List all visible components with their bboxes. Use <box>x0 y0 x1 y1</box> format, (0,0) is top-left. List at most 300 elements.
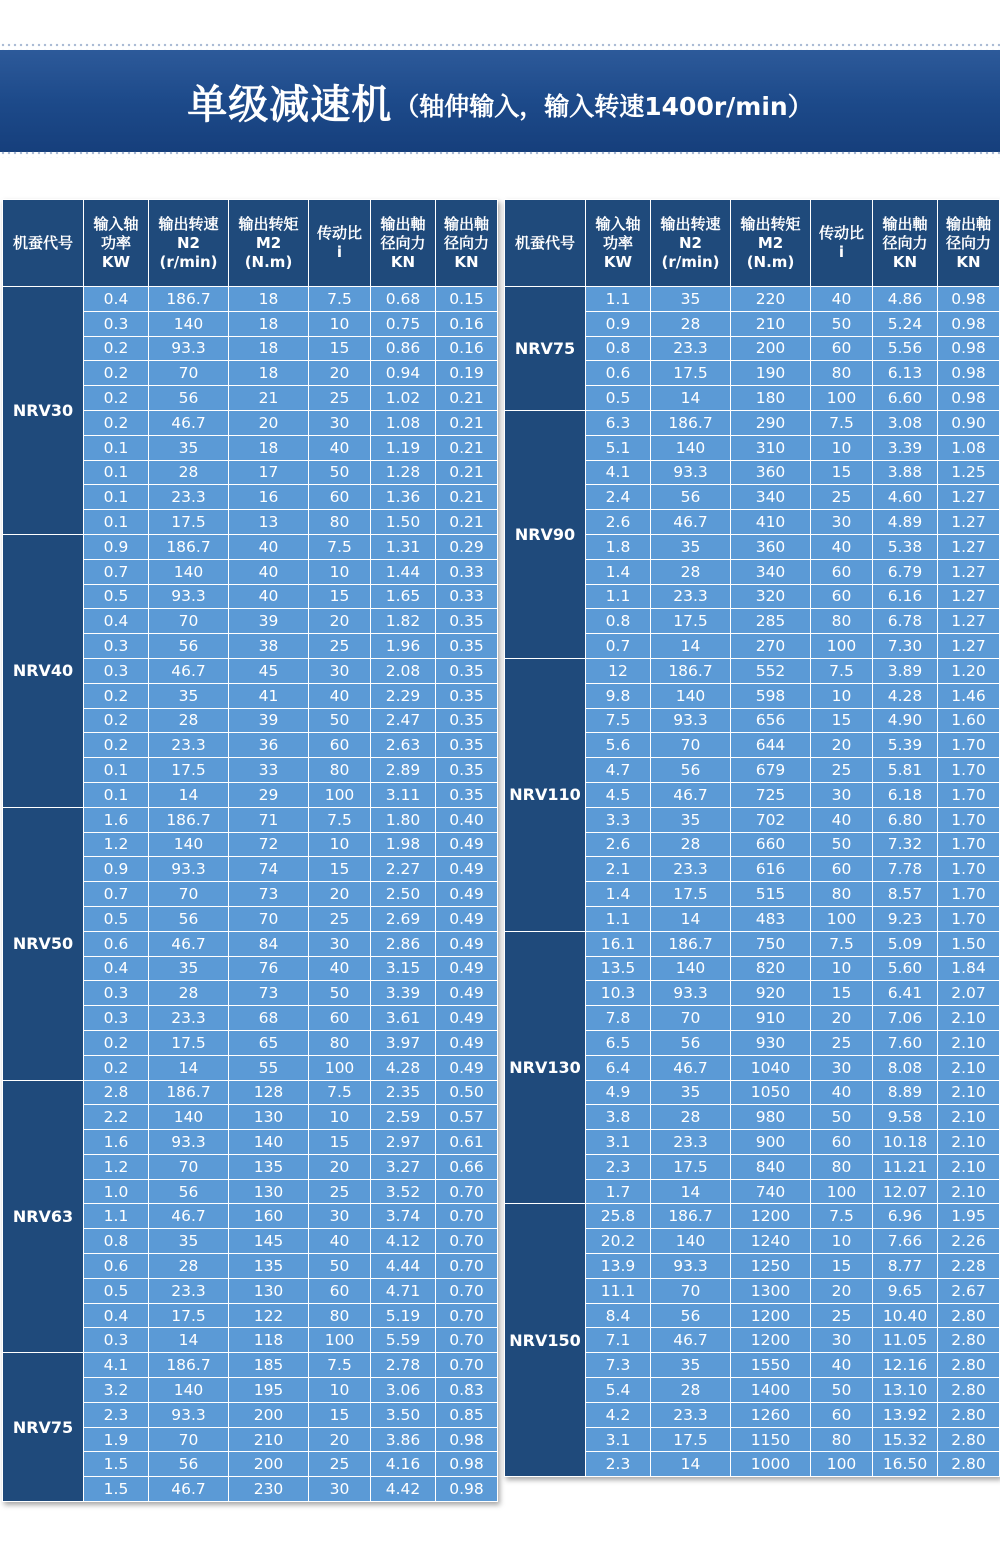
radial-force-cell-2: 0.21 <box>436 510 498 535</box>
table-row <box>3 287 498 312</box>
radial-force-cell-2: 2.80 <box>938 1303 1000 1328</box>
output-torque-cell: 200 <box>731 336 811 361</box>
radial-force-cell: 6.18 <box>873 782 938 807</box>
radial-force-cell: 5.60 <box>873 956 938 981</box>
output-torque-cell: 84 <box>229 931 309 956</box>
output-torque-cell: 230 <box>229 1477 309 1502</box>
output-speed-cell: 46.7 <box>149 1204 229 1229</box>
output-torque-cell: 1240 <box>731 1229 811 1254</box>
output-speed-cell: 35 <box>651 807 731 832</box>
radial-force-cell: 3.50 <box>371 1402 436 1427</box>
radial-force-cell: 2.69 <box>371 906 436 931</box>
radial-force-cell-2: 2.10 <box>938 1130 1000 1155</box>
radial-force-cell-2: 2.80 <box>938 1427 1000 1452</box>
input-power-cell: 0.5 <box>84 906 149 931</box>
output-speed-cell: 93.3 <box>651 1254 731 1279</box>
output-speed-cell: 23.3 <box>149 1006 229 1031</box>
header-radial-force-2: 输出軸 径向力 KN <box>436 200 498 287</box>
radial-force-cell-2: 0.98 <box>436 1477 498 1502</box>
radial-force-cell: 15.32 <box>873 1427 938 1452</box>
radial-force-cell: 4.86 <box>873 287 938 312</box>
radial-force-cell: 7.66 <box>873 1229 938 1254</box>
radial-force-cell: 5.81 <box>873 758 938 783</box>
radial-force-cell-2: 2.67 <box>938 1278 1000 1303</box>
table-body-right <box>505 287 1000 1477</box>
output-torque-cell: 41 <box>229 683 309 708</box>
input-power-cell: 5.1 <box>586 435 651 460</box>
output-speed-cell: 17.5 <box>651 1427 731 1452</box>
input-power-cell: 20.2 <box>586 1229 651 1254</box>
radial-force-cell: 2.86 <box>371 931 436 956</box>
radial-force-cell-2: 0.70 <box>436 1303 498 1328</box>
input-power-cell: 7.5 <box>586 708 651 733</box>
output-torque-cell: 17 <box>229 460 309 485</box>
output-speed-cell: 14 <box>651 386 731 411</box>
output-torque-cell: 660 <box>731 832 811 857</box>
model-cell: NRV50 <box>3 807 84 1080</box>
radial-force-cell: 1.50 <box>371 510 436 535</box>
output-speed-cell: 35 <box>149 683 229 708</box>
ratio-cell: 7.5 <box>309 1080 371 1105</box>
radial-force-cell: 1.96 <box>371 634 436 659</box>
radial-force-cell-2: 2.80 <box>938 1378 1000 1403</box>
header-radial-force-2: 输出軸 径向力 KN <box>938 200 1000 287</box>
radial-force-cell-2: 1.25 <box>938 460 1000 485</box>
input-power-cell: 2.3 <box>586 1154 651 1179</box>
ratio-cell: 10 <box>811 435 873 460</box>
radial-force-cell: 13.10 <box>873 1378 938 1403</box>
radial-force-cell: 5.59 <box>371 1328 436 1353</box>
output-speed-cell: 186.7 <box>651 410 731 435</box>
output-speed-cell: 35 <box>149 1229 229 1254</box>
output-torque-cell: 200 <box>229 1402 309 1427</box>
output-torque-cell: 140 <box>229 1130 309 1155</box>
radial-force-cell-2: 0.35 <box>436 683 498 708</box>
output-torque-cell: 750 <box>731 931 811 956</box>
input-power-cell: 2.6 <box>586 832 651 857</box>
output-speed-cell: 56 <box>149 634 229 659</box>
output-speed-cell: 186.7 <box>651 658 731 683</box>
ratio-cell: 60 <box>309 1006 371 1031</box>
ratio-cell: 100 <box>309 1328 371 1353</box>
radial-force-cell: 2.27 <box>371 857 436 882</box>
ratio-cell: 100 <box>811 1452 873 1477</box>
output-torque-cell: 185 <box>229 1353 309 1378</box>
output-torque-cell: 210 <box>229 1427 309 1452</box>
input-power-cell: 1.6 <box>84 1130 149 1155</box>
output-torque-cell: 702 <box>731 807 811 832</box>
radial-force-cell: 10.18 <box>873 1130 938 1155</box>
input-power-cell: 1.7 <box>586 1179 651 1204</box>
input-power-cell: 13.5 <box>586 956 651 981</box>
output-speed-cell: 56 <box>149 906 229 931</box>
input-power-cell: 0.9 <box>586 311 651 336</box>
radial-force-cell-2: 1.27 <box>938 485 1000 510</box>
ratio-cell: 7.5 <box>309 807 371 832</box>
output-speed-cell: 93.3 <box>651 460 731 485</box>
output-speed-cell: 46.7 <box>149 658 229 683</box>
radial-force-cell-2: 0.70 <box>436 1229 498 1254</box>
input-power-cell: 1.5 <box>84 1452 149 1477</box>
input-power-cell: 11.1 <box>586 1278 651 1303</box>
ratio-cell: 50 <box>811 311 873 336</box>
radial-force-cell-2: 2.80 <box>938 1328 1000 1353</box>
ratio-cell: 15 <box>309 1130 371 1155</box>
radial-force-cell: 9.65 <box>873 1278 938 1303</box>
output-torque-cell: 1400 <box>731 1378 811 1403</box>
radial-force-cell: 3.97 <box>371 1030 436 1055</box>
output-speed-cell: 56 <box>149 1179 229 1204</box>
output-torque-cell: 483 <box>731 906 811 931</box>
output-torque-cell: 18 <box>229 361 309 386</box>
output-torque-cell: 18 <box>229 311 309 336</box>
output-speed-cell: 46.7 <box>149 1477 229 1502</box>
ratio-cell: 60 <box>811 584 873 609</box>
radial-force-cell-2: 1.70 <box>938 906 1000 931</box>
input-power-cell: 0.4 <box>84 287 149 312</box>
output-speed-cell: 23.3 <box>651 584 731 609</box>
input-power-cell: 1.2 <box>84 1154 149 1179</box>
ratio-cell: 50 <box>811 1105 873 1130</box>
ratio-cell: 80 <box>309 758 371 783</box>
input-power-cell: 0.5 <box>586 386 651 411</box>
ratio-cell: 25 <box>811 758 873 783</box>
radial-force-cell: 2.63 <box>371 733 436 758</box>
radial-force-cell-2: 1.08 <box>938 435 1000 460</box>
output-torque-cell: 1000 <box>731 1452 811 1477</box>
radial-force-cell-2: 0.21 <box>436 435 498 460</box>
ratio-cell: 15 <box>309 1402 371 1427</box>
radial-force-cell: 4.16 <box>371 1452 436 1477</box>
ratio-cell: 80 <box>811 1427 873 1452</box>
ratio-cell: 10 <box>811 1229 873 1254</box>
input-power-cell: 3.1 <box>586 1427 651 1452</box>
radial-force-cell: 7.06 <box>873 1006 938 1031</box>
input-power-cell: 0.7 <box>84 559 149 584</box>
input-power-cell: 1.0 <box>84 1179 149 1204</box>
radial-force-cell-2: 0.49 <box>436 882 498 907</box>
output-speed-cell: 70 <box>651 733 731 758</box>
ratio-cell: 25 <box>309 386 371 411</box>
input-power-cell: 10.3 <box>586 981 651 1006</box>
radial-force-cell-2: 0.57 <box>436 1105 498 1130</box>
input-power-cell: 13.9 <box>586 1254 651 1279</box>
output-torque-cell: 310 <box>731 435 811 460</box>
ratio-cell: 60 <box>309 485 371 510</box>
output-torque-cell: 65 <box>229 1030 309 1055</box>
radial-force-cell: 3.39 <box>873 435 938 460</box>
output-torque-cell: 135 <box>229 1254 309 1279</box>
output-torque-cell: 1150 <box>731 1427 811 1452</box>
input-power-cell: 0.1 <box>84 435 149 460</box>
radial-force-cell: 2.89 <box>371 758 436 783</box>
output-speed-cell: 17.5 <box>651 1154 731 1179</box>
radial-force-cell-2: 0.98 <box>938 386 1000 411</box>
header-input-power: 输入轴 功率 KW <box>586 200 651 287</box>
input-power-cell: 0.3 <box>84 1328 149 1353</box>
radial-force-cell-2: 0.35 <box>436 733 498 758</box>
output-speed-cell: 93.3 <box>651 708 731 733</box>
output-speed-cell: 28 <box>149 708 229 733</box>
radial-force-cell: 6.78 <box>873 609 938 634</box>
input-power-cell: 2.3 <box>84 1402 149 1427</box>
title-main: 单级减速机 <box>187 81 393 128</box>
radial-force-cell: 2.35 <box>371 1080 436 1105</box>
spec-table-left <box>2 199 498 1502</box>
ratio-cell: 60 <box>811 857 873 882</box>
ratio-cell: 25 <box>811 1303 873 1328</box>
radial-force-cell: 3.61 <box>371 1006 436 1031</box>
output-speed-cell: 17.5 <box>149 510 229 535</box>
radial-force-cell-2: 0.21 <box>436 485 498 510</box>
output-speed-cell: 35 <box>651 534 731 559</box>
input-power-cell: 4.1 <box>84 1353 149 1378</box>
radial-force-cell: 4.12 <box>371 1229 436 1254</box>
radial-force-cell-2: 0.35 <box>436 758 498 783</box>
output-speed-cell: 46.7 <box>149 931 229 956</box>
ratio-cell: 20 <box>811 1006 873 1031</box>
table-header-row <box>3 200 498 287</box>
ratio-cell: 40 <box>811 1353 873 1378</box>
radial-force-cell: 9.23 <box>873 906 938 931</box>
output-torque-cell: 900 <box>731 1130 811 1155</box>
radial-force-cell: 8.77 <box>873 1254 938 1279</box>
input-power-cell: 3.2 <box>84 1378 149 1403</box>
output-speed-cell: 93.3 <box>149 336 229 361</box>
output-torque-cell: 552 <box>731 658 811 683</box>
input-power-cell: 0.7 <box>586 634 651 659</box>
table-row <box>3 534 498 559</box>
input-power-cell: 0.2 <box>84 361 149 386</box>
output-torque-cell: 920 <box>731 981 811 1006</box>
radial-force-cell: 4.44 <box>371 1254 436 1279</box>
input-power-cell: 0.1 <box>84 460 149 485</box>
output-speed-cell: 140 <box>651 683 731 708</box>
output-speed-cell: 35 <box>651 1080 731 1105</box>
output-torque-cell: 1200 <box>731 1303 811 1328</box>
output-speed-cell: 46.7 <box>651 510 731 535</box>
radial-force-cell-2: 0.98 <box>436 1427 498 1452</box>
table-header-row <box>505 200 1000 287</box>
input-power-cell: 2.2 <box>84 1105 149 1130</box>
ratio-cell: 40 <box>811 534 873 559</box>
input-power-cell: 0.6 <box>586 361 651 386</box>
output-torque-cell: 679 <box>731 758 811 783</box>
output-torque-cell: 36 <box>229 733 309 758</box>
header-output-speed: 输出转速 N2 (r/min) <box>651 200 731 287</box>
table-row <box>505 287 1000 312</box>
radial-force-cell-2: 0.16 <box>436 336 498 361</box>
output-speed-cell: 70 <box>149 609 229 634</box>
radial-force-cell: 0.68 <box>371 287 436 312</box>
output-speed-cell: 186.7 <box>651 1204 731 1229</box>
output-speed-cell: 14 <box>651 1452 731 1477</box>
output-torque-cell: 71 <box>229 807 309 832</box>
output-torque-cell: 910 <box>731 1006 811 1031</box>
input-power-cell: 1.6 <box>84 807 149 832</box>
output-torque-cell: 656 <box>731 708 811 733</box>
model-cell: NRV75 <box>3 1353 84 1502</box>
input-power-cell: 0.8 <box>586 336 651 361</box>
radial-force-cell-2: 0.16 <box>436 311 498 336</box>
output-speed-cell: 23.3 <box>651 336 731 361</box>
ratio-cell: 10 <box>811 683 873 708</box>
radial-force-cell: 7.78 <box>873 857 938 882</box>
output-speed-cell: 23.3 <box>651 857 731 882</box>
radial-force-cell-2: 2.10 <box>938 1030 1000 1055</box>
ratio-cell: 15 <box>811 1254 873 1279</box>
ratio-cell: 7.5 <box>309 287 371 312</box>
input-power-cell: 0.2 <box>84 708 149 733</box>
model-cell: NRV63 <box>3 1080 84 1353</box>
ratio-cell: 100 <box>309 1055 371 1080</box>
radial-force-cell-2: 2.28 <box>938 1254 1000 1279</box>
output-speed-cell: 56 <box>651 485 731 510</box>
radial-force-cell: 6.79 <box>873 559 938 584</box>
radial-force-cell-2: 1.27 <box>938 634 1000 659</box>
input-power-cell: 0.5 <box>84 1278 149 1303</box>
ratio-cell: 25 <box>309 1452 371 1477</box>
output-torque-cell: 195 <box>229 1378 309 1403</box>
ratio-cell: 60 <box>811 559 873 584</box>
output-torque-cell: 270 <box>731 634 811 659</box>
input-power-cell: 0.1 <box>84 485 149 510</box>
radial-force-cell-2: 1.27 <box>938 584 1000 609</box>
output-speed-cell: 186.7 <box>149 1353 229 1378</box>
ratio-cell: 10 <box>811 956 873 981</box>
output-speed-cell: 46.7 <box>651 782 731 807</box>
header-output-torque: 输出转矩 M2 (N.m) <box>731 200 811 287</box>
radial-force-cell-2: 1.70 <box>938 758 1000 783</box>
radial-force-cell-2: 0.70 <box>436 1328 498 1353</box>
output-speed-cell: 140 <box>651 956 731 981</box>
ratio-cell: 15 <box>811 460 873 485</box>
ratio-cell: 7.5 <box>811 410 873 435</box>
radial-force-cell-2: 0.70 <box>436 1204 498 1229</box>
output-torque-cell: 598 <box>731 683 811 708</box>
radial-force-cell: 1.82 <box>371 609 436 634</box>
ratio-cell: 80 <box>811 882 873 907</box>
radial-force-cell: 1.08 <box>371 410 436 435</box>
output-speed-cell: 70 <box>651 1278 731 1303</box>
ratio-cell: 25 <box>811 485 873 510</box>
radial-force-cell: 8.57 <box>873 882 938 907</box>
output-torque-cell: 1260 <box>731 1402 811 1427</box>
input-power-cell: 0.3 <box>84 658 149 683</box>
radial-force-cell-2: 1.50 <box>938 931 1000 956</box>
input-power-cell: 8.4 <box>586 1303 651 1328</box>
output-speed-cell: 46.7 <box>149 410 229 435</box>
ratio-cell: 50 <box>811 1378 873 1403</box>
radial-force-cell-2: 0.35 <box>436 782 498 807</box>
radial-force-cell-2: 0.40 <box>436 807 498 832</box>
input-power-cell: 25.8 <box>586 1204 651 1229</box>
radial-force-cell-2: 2.10 <box>938 1105 1000 1130</box>
radial-force-cell: 7.30 <box>873 634 938 659</box>
output-torque-cell: 340 <box>731 485 811 510</box>
ratio-cell: 40 <box>309 1229 371 1254</box>
output-torque-cell: 190 <box>731 361 811 386</box>
header-radial-force-1: 输出軸 径向力 KN <box>873 200 938 287</box>
radial-force-cell: 6.16 <box>873 584 938 609</box>
output-torque-cell: 210 <box>731 311 811 336</box>
ratio-cell: 20 <box>811 1278 873 1303</box>
ratio-cell: 20 <box>309 1154 371 1179</box>
output-torque-cell: 515 <box>731 882 811 907</box>
model-cell: NRV150 <box>505 1204 586 1477</box>
ratio-cell: 100 <box>811 1179 873 1204</box>
radial-force-cell-2: 0.50 <box>436 1080 498 1105</box>
radial-force-cell: 6.13 <box>873 361 938 386</box>
radial-force-cell: 5.09 <box>873 931 938 956</box>
output-torque-cell: 160 <box>229 1204 309 1229</box>
model-cell: NRV90 <box>505 410 586 658</box>
radial-force-cell-2: 1.27 <box>938 559 1000 584</box>
radial-force-cell: 13.92 <box>873 1402 938 1427</box>
output-speed-cell: 17.5 <box>651 882 731 907</box>
output-torque-cell: 18 <box>229 336 309 361</box>
input-power-cell: 0.2 <box>84 410 149 435</box>
model-cell: NRV110 <box>505 658 586 931</box>
input-power-cell: 0.4 <box>84 1303 149 1328</box>
output-speed-cell: 14 <box>149 782 229 807</box>
output-torque-cell: 320 <box>731 584 811 609</box>
output-torque-cell: 930 <box>731 1030 811 1055</box>
output-torque-cell: 20 <box>229 410 309 435</box>
radial-force-cell-2: 0.19 <box>436 361 498 386</box>
header-input-power: 输入轴 功率 KW <box>84 200 149 287</box>
radial-force-cell: 5.24 <box>873 311 938 336</box>
output-torque-cell: 68 <box>229 1006 309 1031</box>
ratio-cell: 7.5 <box>309 534 371 559</box>
output-speed-cell: 56 <box>651 758 731 783</box>
output-speed-cell: 35 <box>149 435 229 460</box>
radial-force-cell: 11.21 <box>873 1154 938 1179</box>
output-speed-cell: 23.3 <box>149 1278 229 1303</box>
ratio-cell: 15 <box>811 708 873 733</box>
radial-force-cell-2: 0.83 <box>436 1378 498 1403</box>
radial-force-cell: 4.90 <box>873 708 938 733</box>
ratio-cell: 20 <box>309 609 371 634</box>
input-power-cell: 4.1 <box>586 460 651 485</box>
input-power-cell: 4.9 <box>586 1080 651 1105</box>
output-torque-cell: 16 <box>229 485 309 510</box>
output-torque-cell: 13 <box>229 510 309 535</box>
radial-force-cell-2: 1.27 <box>938 609 1000 634</box>
page-title <box>0 50 1000 152</box>
radial-force-cell: 3.06 <box>371 1378 436 1403</box>
input-power-cell: 0.6 <box>84 1254 149 1279</box>
output-torque-cell: 340 <box>731 559 811 584</box>
output-torque-cell: 616 <box>731 857 811 882</box>
output-speed-cell: 17.5 <box>651 361 731 386</box>
input-power-cell: 0.2 <box>84 683 149 708</box>
radial-force-cell: 12.07 <box>873 1179 938 1204</box>
radial-force-cell: 3.89 <box>873 658 938 683</box>
spec-table-right <box>504 199 1000 1477</box>
radial-force-cell-2: 2.10 <box>938 1154 1000 1179</box>
table-row <box>3 1080 498 1105</box>
ratio-cell: 20 <box>309 361 371 386</box>
ratio-cell: 40 <box>309 683 371 708</box>
output-torque-cell: 1550 <box>731 1353 811 1378</box>
output-torque-cell: 644 <box>731 733 811 758</box>
radial-force-cell: 12.16 <box>873 1353 938 1378</box>
output-speed-cell: 35 <box>149 956 229 981</box>
output-speed-cell: 70 <box>149 882 229 907</box>
ratio-cell: 15 <box>309 857 371 882</box>
output-speed-cell: 93.3 <box>149 1402 229 1427</box>
